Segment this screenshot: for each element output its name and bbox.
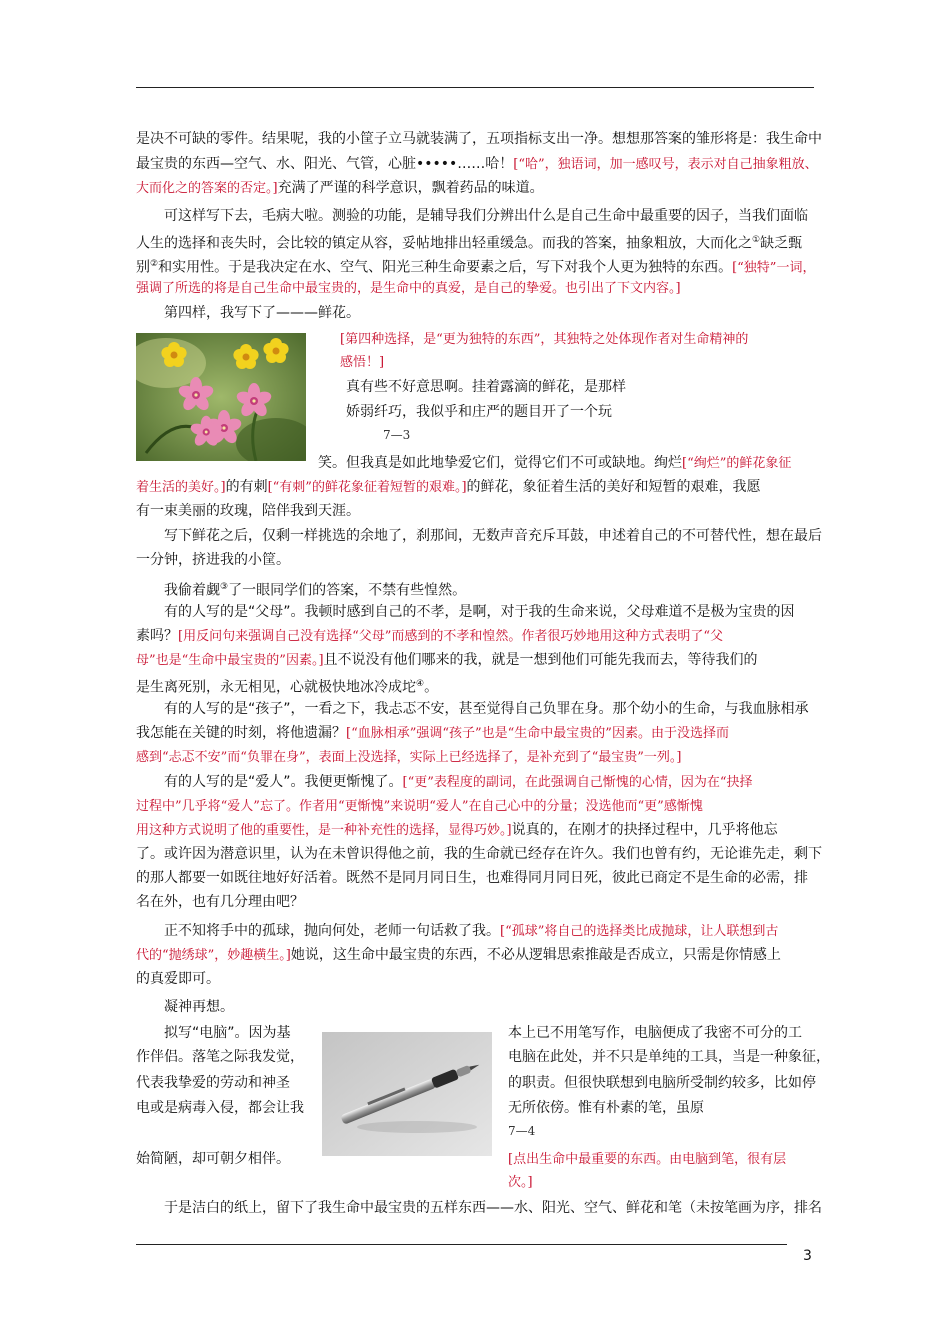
annotation: 着生活的美好。]: [136, 480, 226, 495]
annotation: 强调了所选的将是自己生命中最宝贵的，是生命中的真爱，是自己的挚爱。也引出了下文内容。]: [136, 281, 681, 296]
annotation: [“有刺”的鲜花象征着短暂的艰难。]: [267, 480, 467, 495]
text-line: 代表我挚爱的劳动和神圣: [136, 1075, 290, 1091]
text-line: 有的人写的是“父母”。我顿时感到自己的不孝，是啊，对于我的生命来说，父母难道不是极为宝贵的因: [164, 604, 795, 620]
page-number: 3: [803, 1248, 812, 1264]
footnote-marker: ④: [416, 679, 425, 689]
text-line: 了。或许因为潜意识里，认为在未曾识得他之前，我的生命就已经存在许久。我们也曾有约，无论谁先走，剩下: [136, 846, 822, 862]
text-line: 用这种方式说明了他的重要性，是一种补充性的选择，显得巧妙。]说真的，在刚才的抉择过程中，几乎将他忘: [136, 822, 778, 838]
text-line: 的职责。但很快联想到电脑所受制约较多，比如停: [508, 1075, 816, 1091]
text-line: 我怎能在关键的时刻，将他遗漏？[“血脉相承”强调“孩子”也是“生命中最宝贵的”因素。由于没选择而: [136, 725, 729, 741]
text-line: 最宝贵的东西—空气、水、阳光、气管，心脏•••••……哈！[“哈”，独语词，加一感叹号，表示对自己抽象粗放、: [136, 156, 818, 172]
annotation: 大而化之的答案的否定。]: [136, 181, 278, 196]
header-rule: [136, 87, 814, 88]
text-line: 母”也是“生命中最宝贵的”因素。]且不说没有他们哪来的我，就是一想到他们可能先我而去，等待我们的: [136, 652, 758, 668]
text-line: 是生离死别，永无相见，心就极快地冰冷成坨④。: [136, 679, 439, 696]
text-line: [136, 795, 703, 818]
footnote-marker: ①: [752, 235, 761, 245]
annotation: [“独特”一词，: [732, 260, 816, 276]
annotation: [“更”表程度的副词，在此强调自己惭愧的心情，因为在“抉择: [402, 775, 753, 790]
text-line: 娇弱纤巧，我似乎和庄严的题目开了一个玩: [346, 404, 612, 420]
annotation: [“孤球”将自己的选择类比成抛球，让人联想到古: [500, 924, 779, 939]
text-line: 无所依傍。惟有朴素的笔，虽原: [508, 1100, 704, 1116]
annotation: 感悟！]: [340, 355, 385, 370]
text-line: 有的人写的是“爱人”。我便更惭愧了。[“更”表程度的副词，在此强调自己惭愧的心情，因为在“抉择: [164, 774, 753, 790]
text-line: 可这样写下去，毛病大啦。测验的功能，是辅导我们分辨出什么是自己生命中最重要的因子，当我们面临: [164, 208, 808, 224]
annotation: 次。]: [508, 1175, 533, 1190]
text-line: 大而化之的答案的否定。]充满了严谨的科学意识，飘着药品的味道。: [136, 180, 544, 196]
text-line: 别②和实用性。于是我决定在水、空气、阳光三种生命要素之后，写下对我个人更为独特的东西。[“独特”一词，: [136, 259, 816, 276]
text-line: 本上已不用笔写作，电脑便成了我密不可分的工: [508, 1025, 802, 1041]
text-line: [508, 1148, 786, 1171]
text-line: [340, 328, 748, 351]
annotation: [“血脉相承”强调“孩子”也是“生命中最宝贵的”因素。由于没选择而: [346, 726, 729, 741]
annotation: [“绚烂”的鲜花象征: [682, 456, 792, 471]
text-line: 作伴侣。落笔之际我发觉，: [136, 1049, 304, 1065]
annotation: [第四种选择，是“更为独特的东西”，其独特之处体现作者对生命精神的: [340, 332, 749, 347]
text-line: 我偷着觑③了一眼同学们的答案，不禁有些惶然。: [164, 582, 467, 599]
footnote-marker: ③: [220, 582, 229, 592]
pen-photo: [322, 1032, 492, 1156]
footer-rule: [136, 1244, 787, 1245]
text-line: 名在外，也有几分理由吧？: [136, 894, 304, 910]
text-line: 笑。但我真是如此地挚爱它们，觉得它们不可或缺地。绚烂[“绚烂”的鲜花象征: [318, 455, 792, 471]
text-line: 代的“抛绣球”，妙趣横生。]她说，这生命中最宝贵的东西，不必从逻辑思索推敲是否成立，只需是你情感上: [136, 947, 781, 963]
text-line: 真有些不好意思啊。挂着露滴的鲜花，是那样: [346, 379, 626, 395]
text-line: 是决不可缺的零件。结果呢，我的小筐子立马就装满了，五项指标支出一净。想想那答案的雏形将是：我生命中: [136, 131, 822, 147]
annotation: 过程中”几乎将“爱人”忘了。作者用“更惭愧”来说明“爱人”在自己心中的分量；没选他而“更”感惭愧: [136, 799, 703, 814]
text-line: 正不知将手中的孤球，抛向何处，老师一句话救了我。[“孤球”将自己的选择类比成抛球，让人联想到古: [164, 923, 779, 939]
text-line: 电脑在此处，并不只是单纯的工具，当是一种象征，: [508, 1049, 830, 1065]
annotation: 感到“忐忑不安”而“负罪在身”，表面上没选择，实际上已经选择了，是补充到了“最宝贵”一列。]: [136, 750, 682, 765]
text-line: 凝神再想。: [164, 999, 234, 1015]
text-line: [136, 277, 681, 300]
text-line: 写下鲜花之后，仅剩一样挑选的余地了，刹那间，无数声音充斥耳鼓，申述着自己的不可替代性，想在最后: [164, 528, 822, 544]
annotation: 用这种方式说明了他的重要性，是一种补充性的选择，显得巧妙。]: [136, 823, 512, 838]
annotation: [“哈”，独语词，加一感叹号，表示对自己抽象粗放、: [513, 157, 818, 172]
text-line: [508, 1171, 533, 1194]
text-line: 人生的选择和丧失时，会比较的镇定从容，妥帖地排出轻重缓急。而我的答案，抽象粗放，大而化之①缺乏甄: [136, 235, 803, 252]
text-line: 的那人都要一如既往地好好活着。既然不是同月同日生，也难得同月同日死，彼此已商定不是生命的必需，排: [136, 870, 808, 886]
text-line: [136, 746, 681, 769]
text-line: 一分钟，挤进我的小筐。: [136, 552, 290, 568]
text-line: 拟写“电脑”。因为基: [164, 1025, 291, 1041]
text-line: [340, 351, 384, 374]
annotation: 母”也是“生命中最宝贵的”因素。]: [136, 653, 324, 668]
annotation: 代的“抛绣球”，妙趣横生。]: [136, 948, 291, 963]
text-line: 电或是病毒入侵，都会让我: [136, 1100, 304, 1116]
figure-caption: 7—4: [508, 1124, 536, 1138]
annotation: [点出生命中最重要的东西。由电脑到笔，很有层: [508, 1152, 787, 1167]
annotation: [用反问句来强调自己没有选择“父母”而感到的不孝和惶然。作者很巧妙地用这种方式表明了“父: [178, 629, 724, 644]
text-line: 第四样，我写下了———鲜花。: [164, 305, 360, 321]
footnote-marker: ②: [150, 259, 159, 269]
text-line: 有一束美丽的玫瑰，陪伴我到天涯。: [136, 503, 360, 519]
text-line: 着生活的美好。]的有刺[“有刺”的鲜花象征着短暂的艰难。]的鲜花，象征着生活的美好和短暂的艰难，我愿: [136, 479, 761, 495]
flower-photo: [136, 333, 306, 461]
text-line: 素吗？[用反问句来强调自己没有选择“父母”而感到的不孝和惶然。作者很巧妙地用这种方式表明了“父: [136, 628, 724, 644]
text-line: 的真爱即可。: [136, 971, 220, 987]
text-line: 有的人写的是“孩子”，一看之下，我忐忑不安，甚至觉得自己负罪在身。那个幼小的生命，与我血脉相承: [164, 701, 809, 717]
text-line: 始简陋，却可朝夕相伴。: [136, 1151, 290, 1167]
figure-caption: 7—3: [383, 428, 411, 442]
text-line: 于是洁白的纸上，留下了我生命中最宝贵的五样东西——水、阳光、空气、鲜花和笔（未按笔画为序，排名: [164, 1200, 822, 1216]
